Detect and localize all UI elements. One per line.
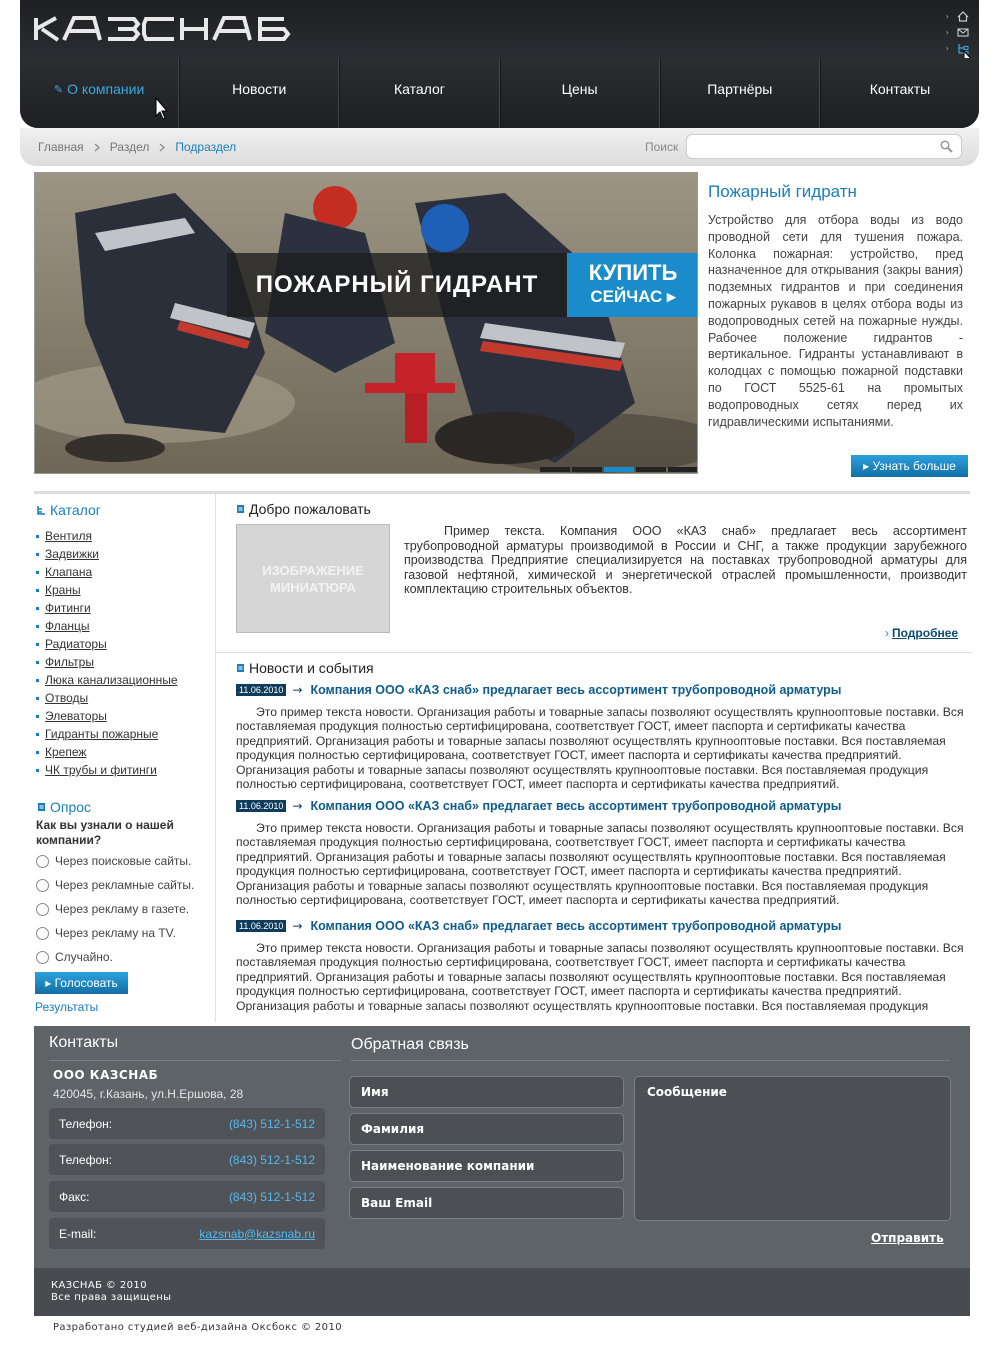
- name-field[interactable]: Имя: [349, 1076, 624, 1108]
- buy-now-button[interactable]: КУПИТЬ СЕЙЧАС ▸: [567, 253, 698, 317]
- breadcrumb-bar: [20, 128, 979, 166]
- copyright: КАЗСНАБ © 2010 Все права защищены: [51, 1280, 172, 1303]
- email-link[interactable]: kazsnab@kazsnab.ru: [199, 1226, 315, 1241]
- search-icon[interactable]: [940, 140, 953, 153]
- chevron-right-icon: [159, 143, 165, 152]
- divider: [34, 491, 970, 494]
- message-field[interactable]: Сообщение: [634, 1076, 951, 1221]
- slide-dot-active[interactable]: [604, 467, 634, 472]
- poll-options: [36, 849, 194, 969]
- breadcrumb: [38, 140, 236, 154]
- learn-more-button[interactable]: ▸ Узнать больше: [851, 455, 968, 477]
- catalog-item[interactable]: Радиаторы: [36, 635, 178, 653]
- chevron-right-icon: [94, 143, 100, 152]
- nav-item-catalog[interactable]: Каталог: [339, 58, 499, 128]
- header: [20, 0, 979, 128]
- news-body: Это пример текста новости. Организация работы и товарные запасы позволяют осуществлять крупнооптовые поставки. Вся поставляемая продукция полностью сертифицирована, соответствует ГОСТ, имеет паспорта и сертификаты качества предприятий. Организация работы и товарные запасы позволяют осуществлять крупнооптовые поставки. Вся поставляемая продукция полностью сертифицирована, соответствует ГОСТ, имеет паспорта и сертификаты качества предприятий. Организация работы и товарные запасы позволяют осуществлять крупнооптовые поставки. Вся поставляемая продукция полностью сертифицирована, соответствует ГОСТ, имеет паспорта и сертификаты качества предприятий.: [236, 705, 964, 792]
- news-date: 11.06.2010: [236, 684, 286, 696]
- company-name: ООО КАЗСНАБ: [53, 1068, 159, 1082]
- catalog-item[interactable]: Элеваторы: [36, 707, 178, 725]
- fax-link[interactable]: (843) 512-1-512: [228, 1189, 315, 1204]
- pencil-icon: ✎: [53, 83, 64, 96]
- thumbnail-placeholder: ИЗОБРАЖЕНИЕ МИНИАТЮРА: [236, 524, 390, 633]
- catalog-item[interactable]: Крепеж: [36, 743, 178, 761]
- breadcrumb-section[interactable]: Раздел: [109, 140, 150, 154]
- contact-row-phone: Телефон: (843) 512-1-512: [49, 1108, 325, 1139]
- catalog-item[interactable]: Люка канализационные: [36, 671, 178, 689]
- slider-dots: [540, 467, 698, 472]
- poll-results-link[interactable]: Результаты: [35, 1000, 99, 1014]
- poll-option[interactable]: Через рекламу в газете.: [36, 897, 194, 921]
- catalog-item[interactable]: ЧК трубы и фитинги: [36, 761, 178, 779]
- arrow-right-icon: →: [292, 799, 303, 813]
- radio-button[interactable]: [36, 879, 49, 892]
- contact-row-fax: Факс: (843) 512-1-512: [49, 1181, 325, 1212]
- nav-item-contacts[interactable]: Контакты: [820, 58, 979, 128]
- breadcrumb-current: Подраздел: [175, 140, 237, 154]
- firefighters-photo: [35, 173, 698, 474]
- catalog-item[interactable]: Фланцы: [36, 617, 178, 635]
- catalog-title: Каталог: [37, 502, 101, 518]
- catalog-item[interactable]: Фильтры: [36, 653, 178, 671]
- news-title-link[interactable]: Компания ООО «КАЗ снаб» предлагает весь ассортимент трубопроводной арматуры: [310, 799, 842, 813]
- phone-link[interactable]: (843) 512-1-512: [228, 1116, 315, 1131]
- catalog-item[interactable]: Гидранты пожарные: [36, 725, 178, 743]
- welcome-text: Пример текста. Компания ООО «КАЗ снаб» предлагает весь ассортимент трубопроводной арматуры производимой в России и СНГ, а также продукции зарубежного производства Предприятие специализируется на поставках трубопроводной арматуры для газовой нефтяной, химической и энергетической отраслей промышленности, производит комплектацию строительных объектов.: [404, 524, 967, 597]
- news-item: [236, 919, 967, 1015]
- catalog-item[interactable]: Вентиля: [36, 527, 178, 545]
- company-field[interactable]: Наименование компании: [349, 1150, 624, 1182]
- breadcrumb-home[interactable]: Главная: [38, 140, 84, 154]
- news-body: Это пример текста новости. Организация работы и товарные запасы позволяют осуществлять крупнооптовые поставки. Вся поставляемая продукция полностью сертифицирована, соответствует ГОСТ, имеет паспорта и сертификаты качества предприятий. Организация работы и товарные запасы позволяют осуществлять крупнооптовые поставки. Вся поставляемая продукция полностью сертифицирована, соответствует ГОСТ, имеет паспорта и сертификаты качества предприятий. Организация работы и товарные запасы позволяют осуществлять крупнооптовые поставки. Вся поставляемая продукция: [236, 941, 964, 1013]
- email-field[interactable]: Ваш Email: [349, 1187, 624, 1219]
- catalog-item[interactable]: Отводы: [36, 689, 178, 707]
- contacts-title: Контакты: [49, 1034, 119, 1051]
- welcome-title: Добро пожаловать: [236, 501, 371, 517]
- divider: [216, 652, 972, 653]
- banner-headline: ПОЖАРНЫЙ ГИДРАНТ: [227, 253, 567, 317]
- slide-dot[interactable]: [668, 467, 698, 472]
- news-item: [236, 799, 967, 909]
- slide-dot[interactable]: [540, 467, 570, 472]
- catalog-item[interactable]: Задвижки: [36, 545, 178, 563]
- poll-option[interactable]: Через рекламные сайты.: [36, 873, 194, 897]
- nav-item-about[interactable]: ✎ О компании: [20, 58, 179, 128]
- news-body: Это пример текста новости. Организация работы и товарные запасы позволяют осуществлять крупнооптовые поставки. Вся поставляемая продукция полностью сертифицирована, соответствует ГОСТ, имеет паспорта и сертификаты качества предприятий. Организация работы и товарные запасы позволяют осуществлять крупнооптовые поставки. Вся поставляемая продукция полностью сертифицирована, соответствует ГОСТ, имеет паспорта и сертификаты качества предприятий. Организация работы и товарные запасы позволяют осуществлять крупнооптовые поставки. Вся поставляемая продукция полностью сертифицирована, соответствует ГОСТ, имеет паспорта и сертификаты качества предприятий.: [236, 821, 964, 908]
- doc-icon: [236, 504, 245, 514]
- catalog-icon: [37, 505, 46, 515]
- news-title: Новости и события: [236, 660, 374, 676]
- doc-icon: [236, 663, 245, 673]
- send-button[interactable]: Отправить: [871, 1231, 944, 1245]
- vote-button[interactable]: ▸ Голосовать: [35, 972, 128, 994]
- catalog-list: [36, 527, 178, 779]
- catalog-item[interactable]: Фитинги: [36, 599, 178, 617]
- catalog-item[interactable]: Краны: [36, 581, 178, 599]
- contact-row-email: E-mail: kazsnab@kazsnab.ru: [49, 1218, 325, 1249]
- hero-banner[interactable]: [34, 172, 698, 474]
- radio-button[interactable]: [36, 855, 49, 868]
- poll-icon: [37, 802, 46, 812]
- company-address: 420045, г.Казань, ул.Н.Ершова, 28: [53, 1087, 244, 1101]
- slide-dot[interactable]: [636, 467, 666, 472]
- top-icons: › › ›: [933, 8, 969, 56]
- news-item: [236, 683, 967, 793]
- poll-option[interactable]: Через поисковые сайты.: [36, 849, 194, 873]
- feature-text: Устройство для отбора воды из водо проводной сети для тушения пожара. Колонка пожарная: устройство, пред назначенное для открывания (закры вания) подземных гидрантов и при соединения пожарных рукавов в целях отбора воды из водопроводных сетей на пожарные нужды. Рабочее положение гидрантов - вертикальное. Гидранты устанавливают в колодцах с помощью пожарной подставки по ГОСТ 5525-61 на промытых водопроводных сетях перед их гидравлическими испытаниями.: [708, 213, 963, 429]
- arrow-right-icon: →: [292, 683, 303, 697]
- footer: [34, 1026, 970, 1268]
- poll-question: Как вы узнали о нашей компании?: [36, 818, 174, 847]
- chevron-right-icon: ›: [885, 626, 889, 640]
- feedback-title: Обратная связь: [351, 1036, 469, 1053]
- nav-item-news[interactable]: Новости: [179, 58, 339, 128]
- search-input[interactable]: [686, 134, 962, 159]
- radio-button[interactable]: [36, 927, 49, 940]
- nav-item-prices[interactable]: Цены: [500, 58, 660, 128]
- news-date: 11.06.2010: [236, 920, 286, 932]
- search-label: Поиск: [645, 140, 679, 154]
- site-logo[interactable]: [34, 14, 304, 44]
- catalog-item[interactable]: Клапана: [36, 563, 178, 581]
- feature-title: Пожарный гидратн: [708, 182, 857, 201]
- mail-icon[interactable]: [957, 27, 969, 38]
- nav-item-partners[interactable]: Партнёры: [660, 58, 820, 128]
- read-more-link[interactable]: › Подробнее: [885, 626, 959, 640]
- developer-credit[interactable]: Разработано студией веб-дизайна Оксбокс © 2010: [53, 1322, 342, 1333]
- arrow-right-icon: →: [292, 919, 303, 933]
- phone-link[interactable]: (843) 512-1-512: [228, 1152, 315, 1167]
- surname-field[interactable]: Фамилия: [349, 1113, 624, 1145]
- mouse-cursor-icon: [155, 97, 169, 121]
- slide-dot[interactable]: [572, 467, 602, 472]
- home-icon[interactable]: [957, 11, 969, 22]
- radio-button[interactable]: [36, 903, 49, 916]
- poll-title: Опрос: [37, 799, 91, 815]
- news-title-link[interactable]: Компания ООО «КАЗ снаб» предлагает весь ассортимент трубопроводной арматуры: [310, 919, 842, 933]
- radio-button[interactable]: [36, 951, 49, 964]
- news-title-link[interactable]: Компания ООО «КАЗ снаб» предлагает весь ассортимент трубопроводной арматуры: [310, 683, 842, 697]
- footer-bottom: [34, 1268, 970, 1316]
- poll-option[interactable]: Через рекламу на TV.: [36, 921, 194, 945]
- poll-option[interactable]: Случайно.: [36, 945, 194, 969]
- contact-row-phone: Телефон: (843) 512-1-512: [49, 1144, 325, 1175]
- column-divider: [215, 494, 216, 1022]
- news-date: 11.06.2010: [236, 800, 286, 812]
